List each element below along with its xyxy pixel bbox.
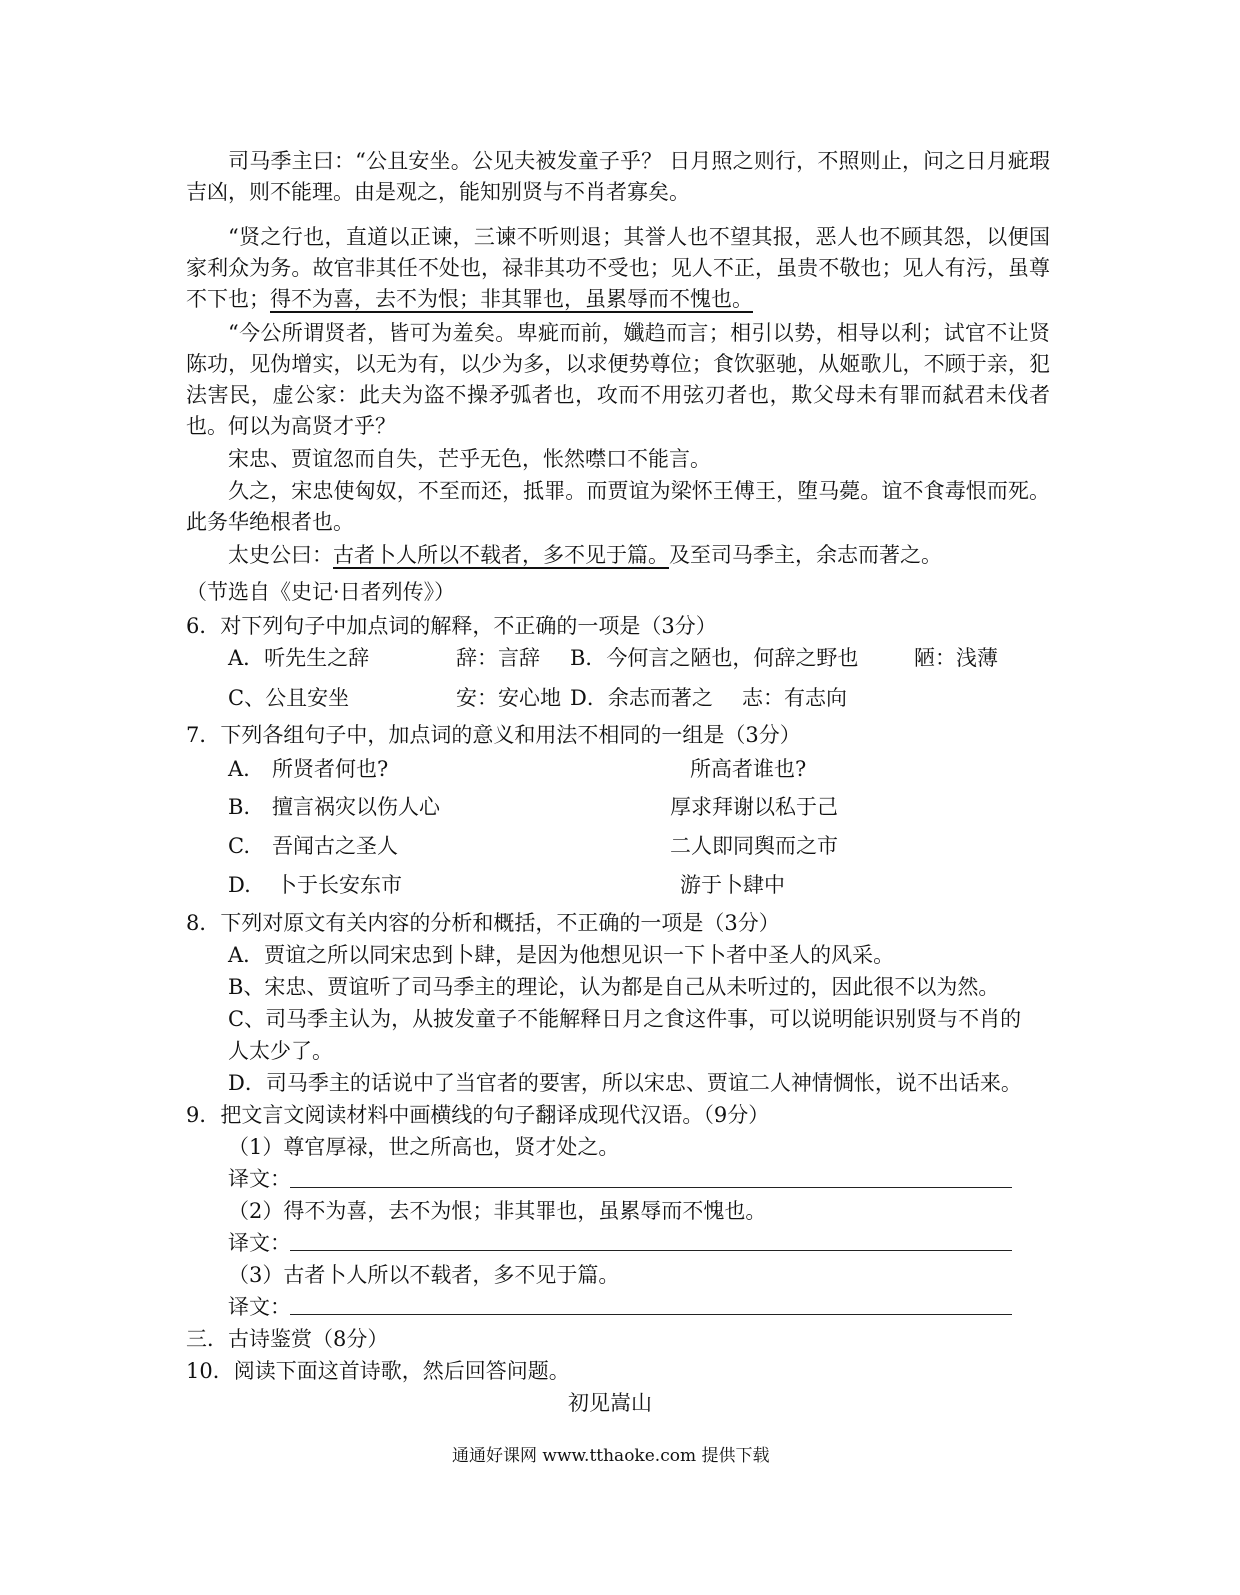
passage-text: “今公所谓贤者，皆可为羞矣。卑疵而前，孅趋而言；相引以势，相导以利；试官不让贤陈功，见伪增实，以无为有，以少为多，以求便势尊位；食饮驱驰，从姬歌儿，不顾于亲，犯法害民，虚公家：此夫为盗不操矛弧者也，攻而不用弦刃者也，欺父母未有罪而弑君未伐者也。何以为高贤才乎？ xyxy=(186,321,1050,438)
q7-row-c-left: 吾闻古之圣人 xyxy=(272,834,398,858)
q9-sentence-3: （3）古者卜人所以不载者，多不见于篇。 xyxy=(228,1263,620,1287)
q7-row-b-right: 厚求拜谢以私于己 xyxy=(670,795,838,819)
passage-paragraph-1 xyxy=(186,146,1050,208)
q8-option-c-cont: 人太少了。 xyxy=(228,1039,333,1063)
page-footer: 通通好课网 www.tthaoke.com 提供下载 xyxy=(452,1446,770,1466)
underlined-sentence: 得不为喜，去不为恨；非其罪也，虽累辱而不愧也。 xyxy=(270,287,753,311)
q7-row-a-right: 所高者谁也? xyxy=(690,757,807,781)
q6-option-b: B．今何言之陋也，何辞之野也 xyxy=(570,646,859,670)
passage-paragraph-4 xyxy=(186,444,1050,475)
q8-stem: 8．下列对原文有关内容的分析和概括，不正确的一项是（3分） xyxy=(186,911,780,935)
passage-text: “贤之行也，直道以正谏，三谏不听则退；其誉人也不望其报，恶人也不顾其怨，以便国家利众为务。故官非其任不处也，禄非其功不受也；见人不正，虽贵不敬也；见人有污，虽尊不下也； xyxy=(186,225,1050,311)
q9-answer-label-3: 译文： xyxy=(228,1295,291,1319)
q9-sentence-1: （1）尊官厚禄，世之所高也，贤才处之。 xyxy=(228,1135,620,1159)
passage-text: 宋忠、贾谊忽而自失，芒乎无色，怅然噤口不能言。 xyxy=(228,447,711,471)
q9-answer-label-2: 译文： xyxy=(228,1231,291,1255)
q6-option-d: D．余志而著之 xyxy=(570,686,713,710)
passage-text: 久之，宋忠使匈奴，不至而还，抵罪。而贾谊为梁怀王傅王，堕马薨。谊不食毒恨而死。此务华绝根者也。 xyxy=(186,479,1050,534)
q9-sentence-2: （2）得不为喜，去不为恨；非其罪也，虽累辱而不愧也。 xyxy=(228,1199,767,1223)
q7-stem: 7．下列各组句子中，加点词的意义和用法不相同的一组是（3分） xyxy=(186,723,801,747)
q7-row-a-label: A. xyxy=(228,757,250,781)
passage-paragraph-2 xyxy=(186,222,1050,315)
q9-answer-line-1[interactable] xyxy=(290,1187,1012,1188)
q7-row-c-label: C. xyxy=(228,834,250,858)
q10-stem: 10．阅读下面这首诗歌，然后回答问题。 xyxy=(186,1359,570,1383)
passage-text: 太史公曰： xyxy=(228,543,333,567)
q6-option-a-gloss: 辞：言辞 xyxy=(456,646,540,670)
q6-stem: 6．对下列句子中加点词的解释，不正确的一项是（3分） xyxy=(186,614,717,638)
q8-option-a: A．贾谊之所以同宋忠到卜肆，是因为他想见识一下卜者中圣人的风采。 xyxy=(228,943,895,967)
underlined-sentence: 古者卜人所以不载者，多不见于篇。 xyxy=(333,543,669,567)
q7-row-b-label: B. xyxy=(228,795,251,819)
q6-option-a: A．听先生之辞 xyxy=(228,646,370,670)
section-heading: 三．古诗鉴赏（8分） xyxy=(186,1327,389,1351)
passage-text: 司马季主曰：“公且安坐。公见夫被发童子乎？ 日月照之则行，不照则止，问之日月疵瑕吉凶，则不能理。由是观之，能知别贤与不肖者寡矣。 xyxy=(186,149,1050,204)
passage-paragraph-5 xyxy=(186,476,1050,538)
q7-row-c-right: 二人即同舆而之市 xyxy=(670,834,838,858)
q6-option-d-gloss: 志：有志向 xyxy=(742,686,847,710)
q7-row-d-label: D. xyxy=(228,873,251,897)
q6-option-b-gloss: 陋：浅薄 xyxy=(914,646,998,670)
passage-source: （节选自《史记·日者列传》） xyxy=(186,580,456,604)
q7-row-d-left: 卜于长安东市 xyxy=(276,873,402,897)
passage-paragraph-3 xyxy=(186,318,1050,442)
q9-answer-label-1: 译文： xyxy=(228,1167,291,1191)
q6-option-c-gloss: 安：安心地 xyxy=(456,686,561,710)
q9-answer-line-3[interactable] xyxy=(290,1314,1012,1315)
passage-paragraph-6 xyxy=(186,540,1050,571)
poem-title: 初见嵩山 xyxy=(568,1391,652,1415)
q8-option-c: C、司马季主认为，从披发童子不能解释日月之食这件事，可以说明能识别贤与不肖的 xyxy=(228,1007,1022,1031)
q8-option-d: D．司马季主的话说中了当官者的要害，所以宋忠、贾谊二人神情惆怅，说不出话来。 xyxy=(228,1071,1022,1095)
passage-text: 及至司马季主，余志而著之。 xyxy=(669,543,942,567)
q7-row-a-left: 所贤者何也? xyxy=(272,757,389,781)
q9-answer-line-2[interactable] xyxy=(290,1250,1012,1251)
q7-row-d-right: 游于卜肆中 xyxy=(680,873,785,897)
q8-option-b: B、宋忠、贾谊听了司马季主的理论，认为都是自己从未听过的，因此很不以为然。 xyxy=(228,975,1000,999)
q6-option-c: C、公且安坐 xyxy=(228,686,350,710)
q7-row-b-left: 擅言祸灾以伤人心 xyxy=(272,795,440,819)
q9-stem: 9．把文言文阅读材料中画横线的句子翻译成现代汉语。（9分） xyxy=(186,1103,770,1127)
